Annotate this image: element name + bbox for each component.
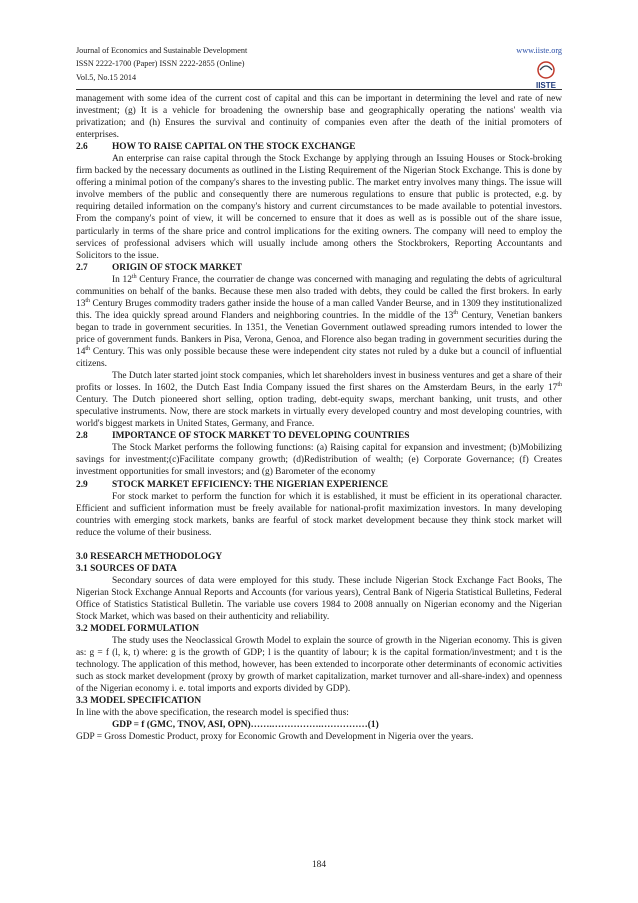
paragraph-3-3: In line with the above specification, the research model is specified thus: — [76, 708, 349, 719]
section-heading-3-1: 3.1 SOURCES OF DATA — [76, 563, 177, 574]
issn-line: ISSN 2222-1700 (Paper) ISSN 2222-2855 (Online) — [76, 59, 245, 69]
paragraph-3-3-definition: GDP = Gross Domestic Product, proxy for Economic Growth and Development in Nigeria over the years. — [76, 732, 474, 743]
section-heading-3-3: 3.3 MODEL SPECIFICATION — [76, 696, 202, 707]
iiste-logo — [530, 60, 562, 90]
paragraph-3-1: Secondary sources of data were employed for this study. These include Nigerian Stock Exchange Fact Books, The Nigerian Stock Exchange Annual Reports and Accounts (for various years), Central Bank of Nigeria Statistical Bulletins, Federal Office of Statistics Statistical Bulletin. The variable use covers 1984 to 2008 annually on Nigerian economy and the Nigerian Stock Market, which was based on their authenticity and reliability. — [76, 575, 562, 622]
section-heading-2-8: 2.8 IMPORTANCE OF STOCK MARKET TO DEVELOPING COUNTRIES — [76, 431, 410, 442]
paragraph-2-8: The Stock Market performs the following functions: (a) Raising capital for expansion and investment; (b)Mobilizing savings for investment;(c)Facilitate company growth; (d)Redistribution of wealth; (e) Corporate Governance; (f) Creates investment opportunities for small investors; and (g) Barometer of the economy — [76, 443, 562, 478]
journal-url-link[interactable]: www.iiste.org — [516, 46, 562, 55]
section-heading-2-9: 2.9 STOCK MARKET EFFICIENCY: THE NIGERIAN EXPERIENCE — [76, 479, 389, 490]
section-heading-3-2: 3.2 MODEL FORMULATION — [76, 624, 200, 635]
paragraph-continuation: management with some idea of the current cost of capital and this can be important in determining the level and rate of new investment; (g) It is a vehicle for broadening the ownership base and geographically operating the nations' wealth via privatization; and (h) Ensures the survival and continuity of companies even after the death of the initial promoters of enterprises. — [76, 94, 562, 141]
paragraph-2-9: For stock market to perform the function for which it is established, it must be efficient in its operational character. Efficient and sufficient information must be freely available for national-profit maximization investors. In many developing countries with emerging stock markets, banks are fearful of stock market development because they think stock market will reduce the volume of their business. — [76, 491, 562, 538]
model-equation: GDP = f (GMC, TNOV, ASI, OPN)…….…………….……………(1) — [112, 720, 379, 731]
section-spacer — [76, 539, 562, 551]
paragraph-3-2: The study uses the Neoclassical Growth Model to explain the source of growth in the Nigerian economy. This is given as: g = f (l, k, t) where: g is the growth of GDP; l is the quantity of labour; k is the capital formation/investment; and t is the technology. The application of this method, however, has been extended to incorporate other determinants of economic activities such as stock market development (proxy by growth of market capitalization, market turnover and all-share-index) and openness of the Nigerian economy i. e. total imports and exports divided by GDP). — [76, 636, 562, 695]
paragraph-2-6: An enterprise can raise capital through the Stock Exchange by applying through an Issuing Houses or Stock-broking firm backed by the necessary documents as outlined in the Listing Requirement of the Nigerian Stock Exchange. This is done by offering a minimal potion of the company's shares to the investing public. The market entry involves many things. The issue will involve members of the public and consequently there are numerous regulations to ensure that public is protected, e.g. by requiring detailed information on the company's history and current circumstances to be made available to potential investors. From the company's point of view, it will be concerned to ensure that it does as well as is possible out of the share issue, particularly in terms of the share price and control implications for the exiting owners. The company will need to employ the services of professional advisers which will usually include among others the Stockbrokers, Reporting Accountants and Solicitors to the issue. — [76, 154, 562, 261]
paragraph-2-7-a: In 12th Century France, the courratier de change was concerned with managing and regulating the debts of agricultural communities on behalf of the banks. Because these men also traded with debts, they could be called the first brokers. In early 13th Century Bruges commodity traders gather inside the house of a man called Vander Beurse, and in 1309 they institutionalized this. The idea quickly spread around Flanders and neighboring countries. In the middle of the 13th Century, Venetian bankers began to trade in government securities. In 1351, the Venetian Government outlawed spreading rumors intended to lower the price of government funds. Bankers in Pisa, Verona, Genoa, and Florence also began trading in government securities during the 14th Century. This was only possible because these were independent city states not ruled by a duke but a council of influential citizens. — [76, 273, 562, 370]
journal-title: Journal of Economics and Sustainable Development — [76, 46, 248, 55]
section-heading-2-7: 2.7 ORIGIN OF STOCK MARKET — [76, 262, 242, 273]
volume-line: Vol.5, No.15 2014 — [76, 72, 137, 82]
page-body — [76, 93, 562, 743]
paragraph-2-7-b: The Dutch later started joint stock companies, which let shareholders invest in business ventures and get a share of their profits or losses. In 1602, the Dutch East India Company issued the first shares on the Amsterdam Beurs, in the early 17th Century. The Dutch pioneered short selling, option trading, debt-equity swaps, merchant banking, unit trusts, and other speculative instruments. Now, there are stock markets in virtually every developed country and most developing countries, with world's biggest markets in United States, Germany, and France. — [76, 371, 562, 430]
page-header — [76, 44, 562, 90]
section-heading-3-0: 3.0 RESEARCH METHODOLOGY — [76, 551, 223, 562]
header-rule — [76, 89, 562, 90]
section-heading-2-6: 2.6 HOW TO RAISE CAPITAL ON THE STOCK EXCHANGE — [76, 142, 356, 153]
svg-text:IISTE: IISTE — [535, 81, 557, 90]
page-number: 184 — [311, 860, 327, 870]
